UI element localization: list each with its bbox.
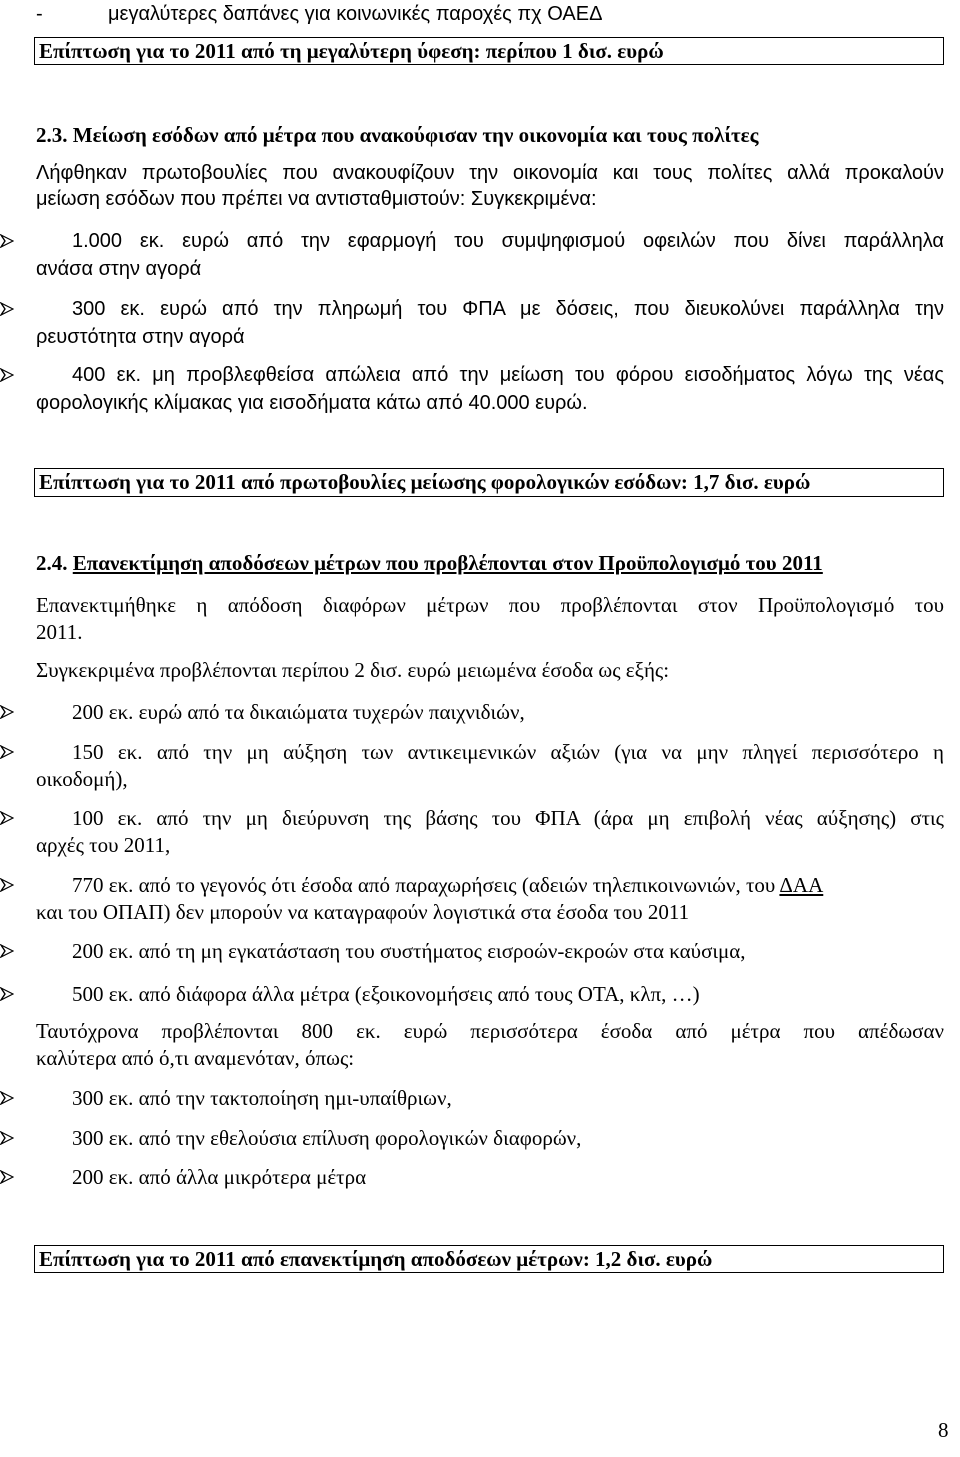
list-item-cont: ρευστότητα στην αγορά: [36, 326, 245, 348]
arrow-bullet-icon: [0, 1170, 14, 1184]
section-2-4-para3-line1: Ταυτόχρονα προβλέπονται 800 εκ. ευρώ περισσότερα έσοδα από μέτρα που απέδωσαν: [36, 1019, 944, 1043]
arrow-bullet-icon: [0, 987, 14, 1001]
list-item: 500 εκ. από διάφορα άλλα μέτρα (εξοικονομήσεις από τους ΟΤΑ, κλπ, …): [72, 982, 700, 1006]
list-item: 400 εκ. μη προβλεφθείσα απώλεια από την μείωση του φόρου εισοδήματος λόγω της νέας: [72, 364, 944, 386]
arrow-bullet-icon: [0, 745, 14, 759]
impact-box-1: [34, 37, 944, 65]
arrow-bullet-icon: [0, 811, 14, 825]
page-number: 8: [938, 1418, 949, 1442]
list-item: 150 εκ. από την μη αύξηση των αντικειμενικών αξιών (για να μην πληγεί περισσότερο η: [72, 740, 944, 764]
section-2-3-intro-line1: Λήφθηκαν πρωτοβουλίες που ανακουφίζουν την οικονομία και τους πολίτες αλλά προκαλούν: [36, 162, 944, 184]
top-dash: -: [36, 3, 43, 25]
section-2-4-title: Επανεκτίμηση αποδόσεων μέτρων που προβλέπονται στον Προϋπολογισμό του 2011: [72, 551, 823, 575]
top-item-text: μεγαλύτερες δαπάνες για κοινωνικές παροχές πχ ΟΑΕΔ: [108, 3, 603, 25]
section-2-4-number: 2.4.: [36, 551, 68, 575]
section-2-4-para3-line2: καλύτερα από ό,τι αναμενόταν, όπως:: [36, 1046, 355, 1070]
list-item-cont: φορολογικής κλίμακας για εισοδήματα κάτω από 40.000 ευρώ.: [36, 392, 588, 414]
list-item: 100 εκ. από την μη διεύρυνση της βάσης του ΦΠΑ (άρα μη επιβολή νέας αύξησης) στις: [72, 806, 944, 830]
list-item: 300 εκ. ευρώ από την πληρωμή του ΦΠΑ με δόσεις, που διευκολύνει παράλληλα την: [72, 298, 944, 320]
impact-box-3: [34, 1245, 944, 1273]
list-item-cont: αρχές του 2011,: [36, 833, 171, 857]
arrow-bullet-icon: [0, 368, 14, 382]
list-item: 770 εκ. από το γεγονός ότι έσοδα από παραχωρήσεις (αδειών τηλεπικοινωνιών, του ΔΑΑ: [72, 873, 824, 897]
impact-text-2: Επίπτωση για το 2011 από πρωτοβουλίες μείωσης φορολογικών εσόδων: 1,7 δισ. ευρώ: [39, 470, 811, 494]
list-item-cont: οικοδομή),: [36, 767, 128, 791]
section-2-3-title: 2.3. Μείωση εσόδων από μέτρα που ανακούφισαν την οικονομία και τους πολίτες: [36, 123, 759, 147]
list-item-cont: ανάσα στην αγορά: [36, 258, 202, 280]
arrow-bullet-icon: [0, 705, 14, 719]
list-item: 200 εκ. από τη μη εγκατάσταση του συστήματος εισροών-εκροών στα καύσιμα,: [72, 939, 746, 963]
list-item: 200 εκ. από άλλα μικρότερα μέτρα: [72, 1165, 367, 1189]
impact-text-1: Επίπτωση για το 2011 από τη μεγαλύτερη ύφεση: περίπου 1 δισ. ευρώ: [39, 39, 664, 63]
arrow-bullet-icon: [0, 944, 14, 958]
arrow-bullet-icon: [0, 1131, 14, 1145]
impact-text-3: Επίπτωση για το 2011 από επανεκτίμηση αποδόσεων μέτρων: 1,2 δισ. ευρώ: [39, 1247, 713, 1271]
arrow-bullet-icon: [0, 234, 14, 248]
list-item: 300 εκ. από την εθελούσια επίλυση φορολογικών διαφορών,: [72, 1126, 582, 1150]
list-item: 200 εκ. ευρώ από τα δικαιώματα τυχερών παιχνιδιών,: [72, 700, 525, 724]
list-item-cont: και του ΟΠΑΠ) δεν μπορούν να καταγραφούν λογιστικά στα έσοδα του 2011: [36, 900, 690, 924]
arrow-bullet-icon: [0, 1091, 14, 1105]
impact-box-2: [34, 468, 944, 497]
section-2-4-para2: Συγκεκριμένα προβλέπονται περίπου 2 δισ. ευρώ μειωμένα έσοδα ως εξής:: [36, 658, 670, 682]
section-2-4-heading: [36, 551, 823, 575]
section-2-4-para1-line2: 2011.: [36, 620, 83, 644]
section-2-3-intro-line2: μείωση εσόδων που πρέπει να αντισταθμιστούν: Συγκεκριμένα:: [36, 188, 597, 210]
daa-text: ΔΑΑ: [779, 873, 824, 897]
list-item: 300 εκ. από την τακτοποίηση ημι-υπαίθριων,: [72, 1086, 452, 1110]
section-2-4-para1-line1: Επανεκτιμήθηκε η απόδοση διαφόρων μέτρων που προβλέπονται στον Προϋπολογισμό του: [36, 593, 944, 617]
arrow-bullet-icon: [0, 302, 14, 316]
arrow-bullet-icon: [0, 878, 14, 892]
list-item: 1.000 εκ. ευρώ από την εφαρμογή του συμψηφισμού οφειλών που δίνει παράλληλα: [72, 230, 944, 252]
